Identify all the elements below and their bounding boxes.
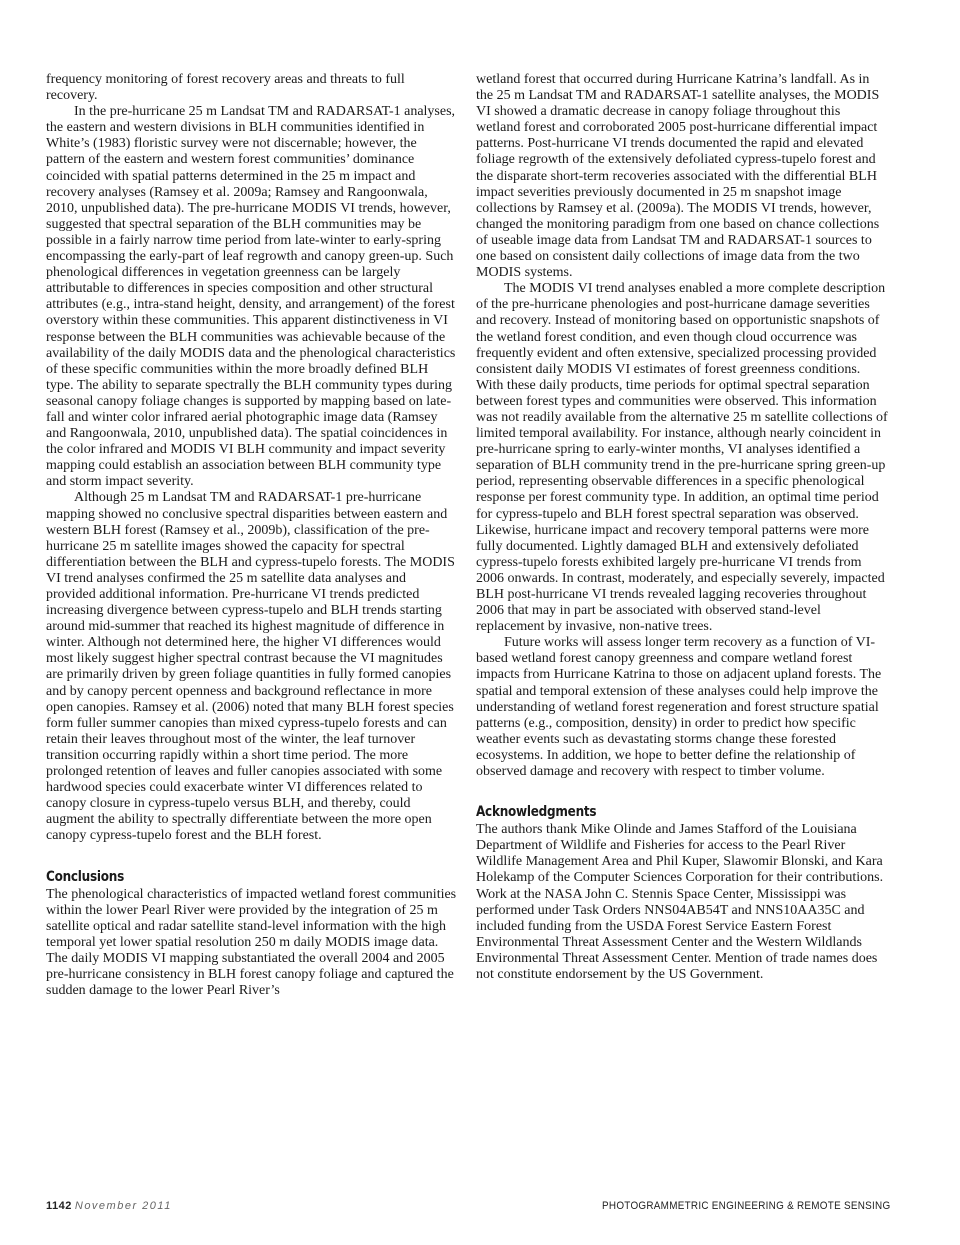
conclusions-heading: Conclusions: [46, 868, 124, 885]
page-footer: [46, 1200, 890, 1216]
body-paragraph: wetland forest that occurred during Hurricane Katrina’s landfall. As in the 25 m Landsat TM and RADARSAT-1 satellite analyses, the MODIS VI showed a dramatic decrease in canopy foliage throughout this wetland forest and corroborated 2005 post-hurricane differential impact patterns. Post-hurricane VI trends documented the rapid and elevated foliage regrowth of the extensively defoliated cypress-tupelo forest and the disparate short-term recoveries associated with the differential BLH impact severities previously documented in 25 m snapshot image collections by Ramsey et al. (2009a). The MODIS VI trends, however, changed the monitoring paradigm from one based on chance collections of useable image data from Landsat TM and RADARSAT-1 sources to one based on consistent daily collections of image data from the two MODIS systems.: [476, 72, 880, 281]
issue-date: November 2011: [74, 1200, 172, 1212]
body-paragraph: The authors thank Mike Olinde and James Stafford of the Louisiana Department of Wildlife and Fisheries for access to the Pearl River Wildlife Management Area and Phil Kuper, Slawomir Blonski, and Kara Holekamp of the Computer Sciences Corporation for their contributions. Work at the NASA John C. Stennis Space Center, Mississippi was performed under Task Orders NNS04AB54T and NNS10AA35C and included funding from the USDA Forest Service Eastern Forest Environmental Threat Assessment Center and the Western Wildlands Environmental Threat Assessment Center. Mention of trade names does not constitute endorsement by the US Government.: [476, 822, 884, 982]
body-paragraph: frequency monitoring of forest recovery areas and threats to full recovery.: [46, 72, 405, 104]
page-number: 1142: [46, 1200, 72, 1212]
footer-left: [46, 1200, 172, 1212]
body-paragraph: The phenological characteristics of impacted wetland forest communities within the lower Pearl River were provided by the integration of 25 m satellite optical and radar satellite stand-level information with the high temporal yet lower spatial resolution 250 m daily MODIS image data. The daily MODIS VI mapping substantiated the overall 2004 and 2005 pre-hurricane consistency in BLH forest canopy foliage and captured the sudden damage to the lower Pearl River’s: [46, 886, 457, 999]
body-paragraph: Although 25 m Landsat TM and RADARSAT-1 pre-hurricane mapping showed no conclusive spectral disparities between eastern and western BLH forest (Ramsey et al., 2009b), classification of the pre-hurricane 25 m satellite images showed the capacity for spectral differentiation between the BLH and cypress-tupelo forests. The MODIS VI trend analyses confirmed the 25 m satellite data analyses and provided additional information. Pre-hurricane VI trends predicted increasing divergence between cypress-tupelo and BLH trends starting around mid-summer that reached its highest magnitude of difference in winter. Although not determined here, the higher VI differences would most likely suggest higher spectral contrast because the VI magnitudes are primarily driven by green foliage quantities in fully formed canopies and by canopy percent openness and background reflectance in more open canopies. Ramsey et al. (2006) noted that many BLH forest species form fuller summer canopies than mixed cypress-tupelo forests and can retain their leaves throughout most of the winter, the leaf turnover transition occurring rapidly within a short time period. The more prolonged retention of leaves and fuller canopies associated with some hardwood species could exacerbate winter VI differences related to canopy closure in cypress-tupelo versus BLH, and thereby, could augment the ability to spectrally differentiate between the more open canopy cypress-tupelo forest and the BLH forest.: [46, 490, 455, 844]
acknowledgments-heading: Acknowledgments: [476, 804, 597, 821]
right-column: [476, 72, 888, 983]
body-paragraph: Future works will assess longer term recovery as a function of VI-based wetland forest canopy greenness and compare wetland forest impacts from Hurricane Katrina to those on adjacent upland forests. The spatial and temporal extension of these analyses could help improve the understanding of wetland forest regeneration and forest structure spatial patterns (e.g., composition, density) in order to predict how specific weather events such as devastating storms change these forested ecosystems. In addition, we hope to better define the relationship of observed damage and recovery with respect to timber volume.: [476, 635, 882, 780]
body-paragraph: In the pre-hurricane 25 m Landsat TM and RADARSAT-1 analyses, the eastern and western divisions in BLH communities identified in White’s (1983) floristic survey were not discernable; however, the pattern of the eastern and western forest communities’ dominance coincided with spatial patterns determined in the 25 m impact and recovery analyses (Ramsey et al. 2009a; Ramsey and Rangoonwala, 2010, unpublished data). The pre-hurricane MODIS VI trends, however, suggested that spectral separation of the BLH communities may be possible in a fairly narrow time period from late-winter to early-spring encompassing the early-part of leaf regrowth and canopy green-up. Such phenological differences in vegetation greenness can be largely attributable to differences in species composition and other structural attributes (e.g., intra-stand height, density, and arrangement) of the forest overstory within these communities. This apparent distinctiveness in VI response between the BLH communities was achievable because of the availability of the daily MODIS data and the phenological characteristics of these specific communities within the more broadly defined BLH type. The ability to separate spectrally the BLH community types during seasonal canopy foliage changes is supported by mapping based on late-fall and winter color infrared aerial photographic image data (Ramsey and Rangoonwala, 2010, unpublished data). The spatial coincidences in the color infrared and MODIS VI BLH community and impact severity mapping could establish an association between BLH community type and storm impact severity.: [46, 104, 456, 490]
left-column: [46, 72, 458, 999]
journal-name: PHOTOGRAMMETRIC ENGINEERING & REMOTE SENSING: [601, 1200, 890, 1212]
body-paragraph: The MODIS VI trend analyses enabled a more complete description of the pre-hurricane phenologies and post-hurricane damage severities and recovery. Instead of monitoring based on opportunistic snapshots of the wetland forest condition, and even though cloud occurrence was frequently evident and often extensive, specialized processing provided consistent daily MODIS VI estimates of forest greenness conditions. With these daily products, time periods for optimal spectral separation between forest types and communities were observed. This information was not readily available from the alternative 25 m satellite collections of limited temporal availability. For instance, although nearly coincident in pre-hurricane spring to early-winter months, VI analyses identified a separation of BLH community trend in the pre-hurricane spring green-up period, representing observable differences in a specific phenological response per forest community type. In addition, an optimal time period for cypress-tupelo and BLH forest spectral separation was observed. Likewise, hurricane impact and recovery temporal patterns were more fully documented. Lightly damaged BLH and extensively defoliated cypress-tupelo forests exhibited largely pre-hurricane VI trends from 2006 onwards. In contrast, moderately, and especially severely, impacted BLH post-hurricane VI trends revealed lagging recoveries throughout 2006 that may in part be associated with observed stand-level replacement by invasive, non-native trees.: [476, 281, 888, 635]
